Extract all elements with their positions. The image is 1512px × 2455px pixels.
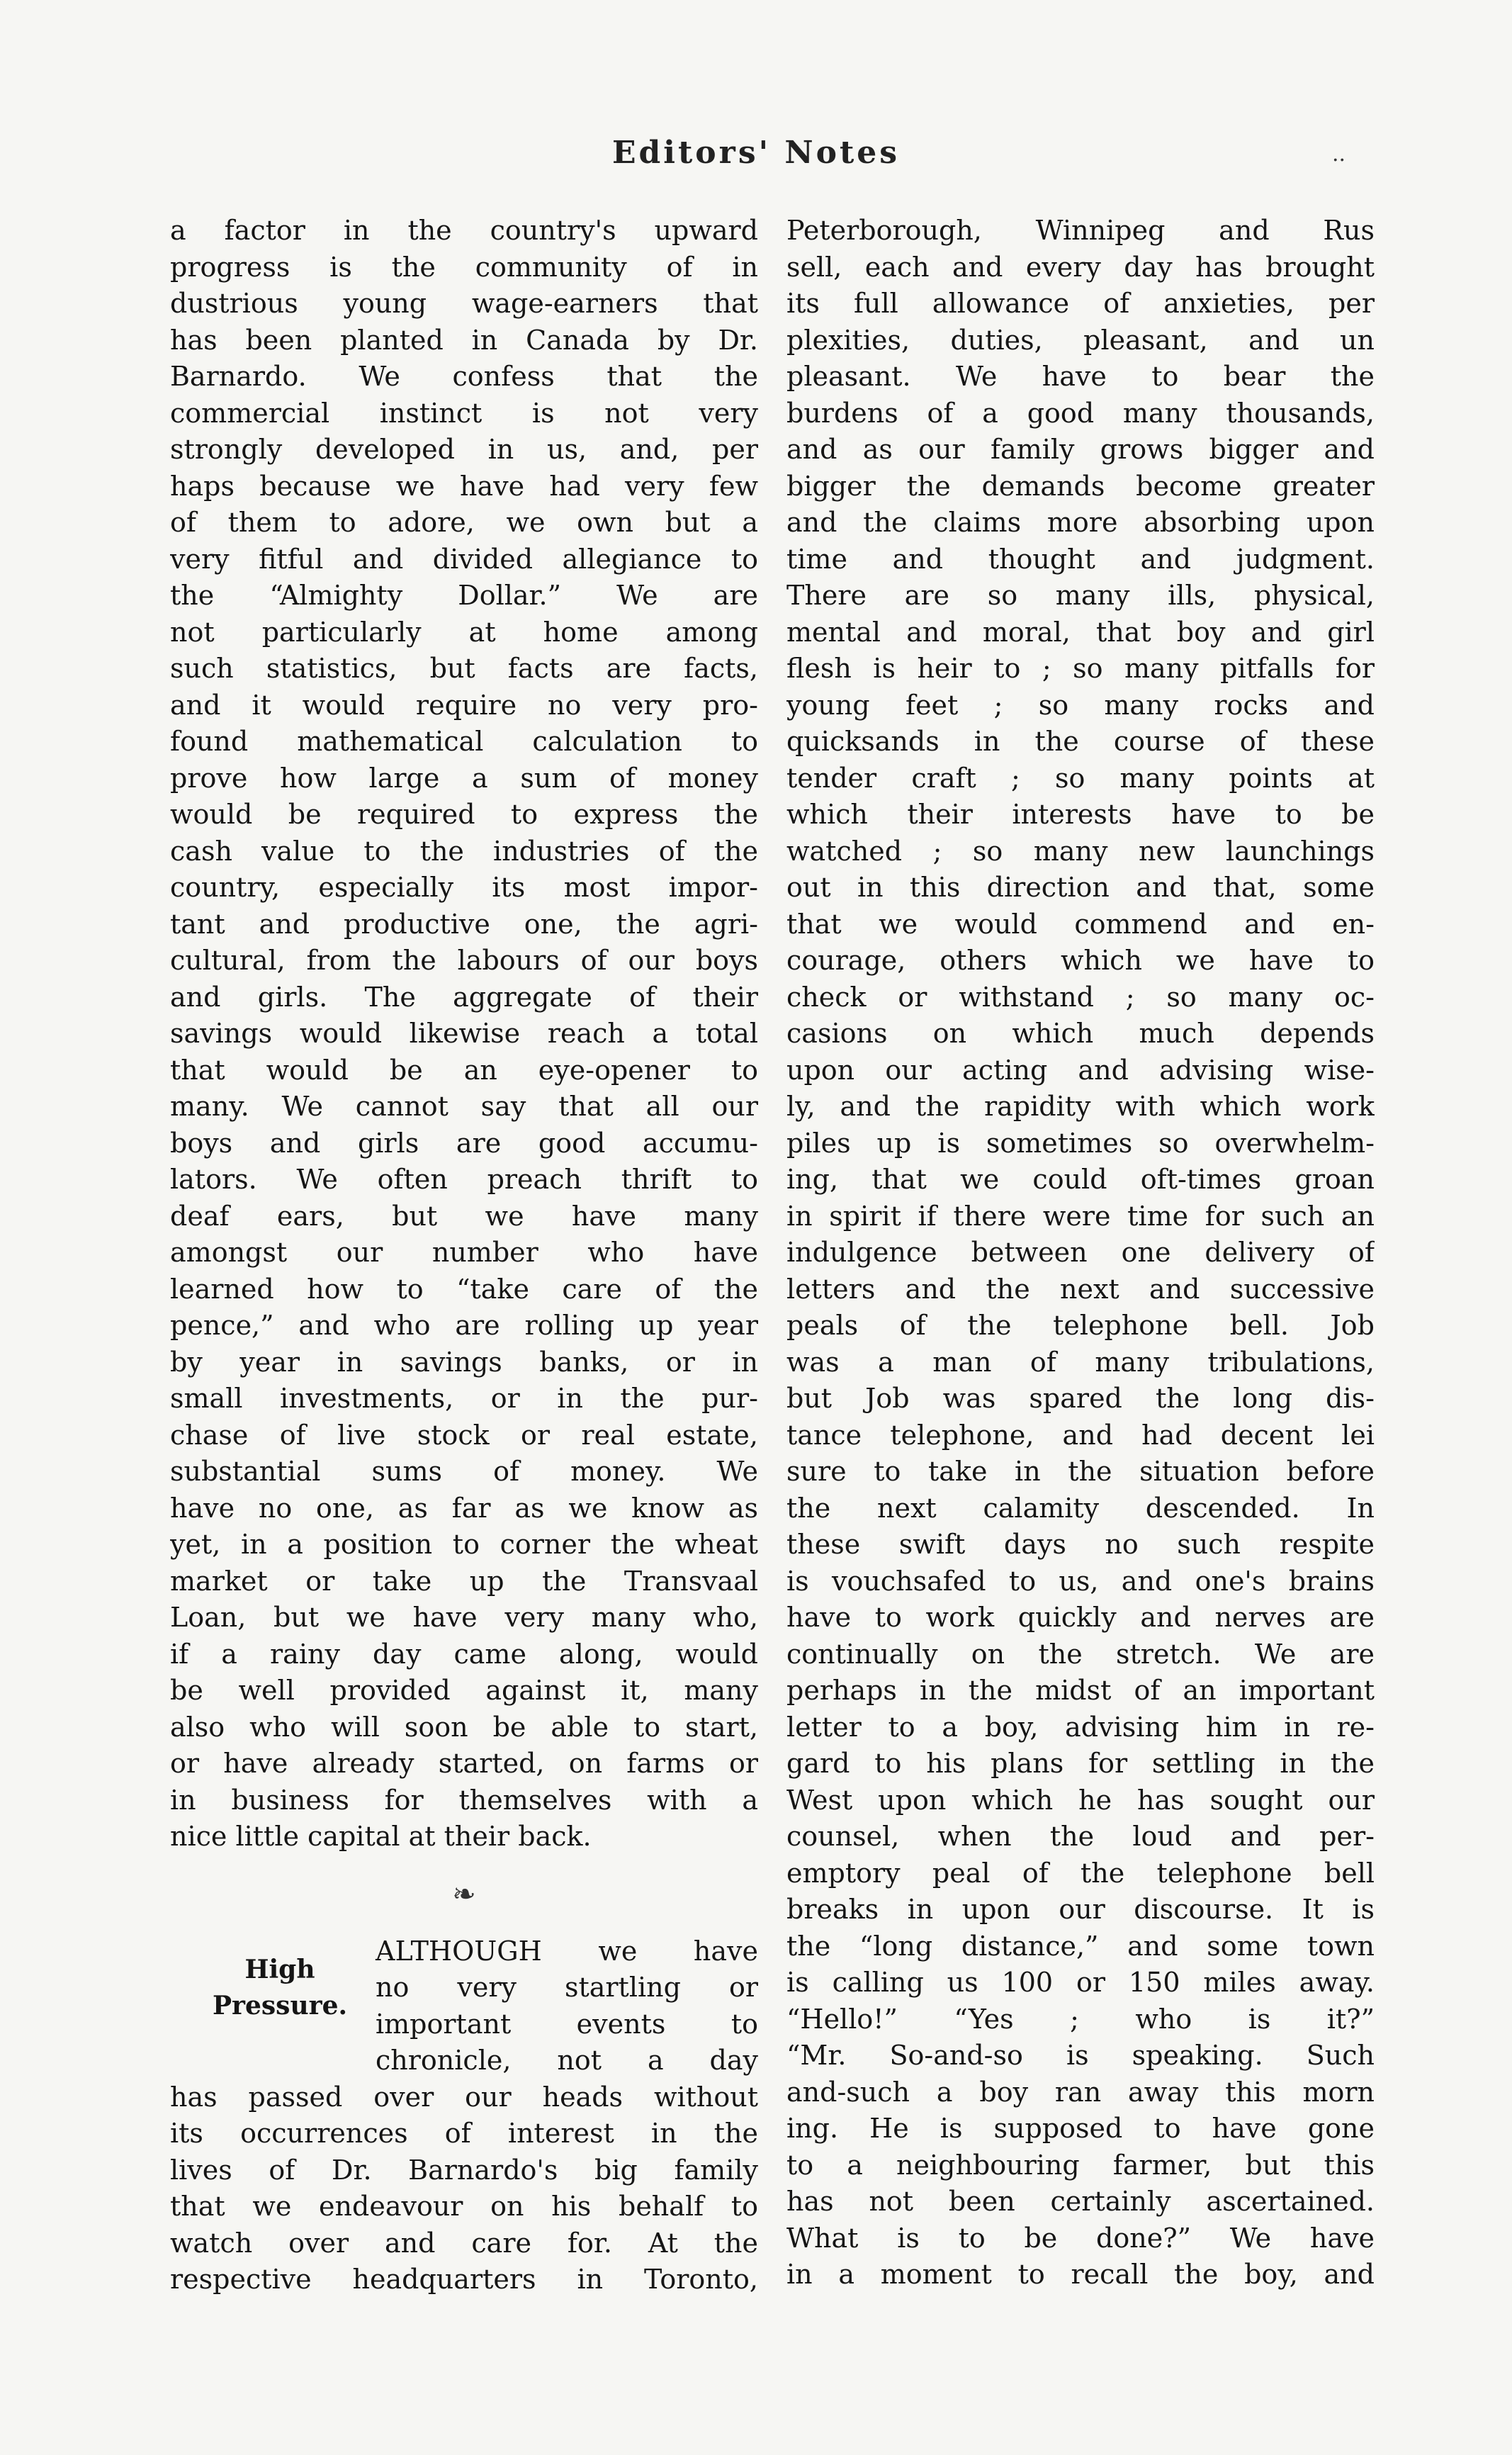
text-line: country, especially its most impor-	[170, 872, 758, 903]
text-line: which their interests have to be	[786, 799, 1375, 830]
text-line: by year in savings banks, or in	[170, 1346, 758, 1378]
text-line: breaks in upon our discourse. It is	[786, 1894, 1375, 1925]
text-line: have to work quickly and nerves are	[786, 1602, 1375, 1633]
text-line: have no one, as far as we know as	[170, 1492, 758, 1524]
text-line: peals of the telephone bell. Job	[786, 1310, 1375, 1341]
text-line: piles up is sometimes so overwhelm-	[786, 1127, 1375, 1159]
text-line: ing. He is supposed to have gone	[786, 2113, 1375, 2144]
text-line: Peterborough, Winnipeg and Rus	[786, 215, 1375, 246]
side-heading	[198, 1952, 361, 2025]
text-line: gard to his plans for settling in the	[786, 1748, 1375, 1779]
text-line: many. We cannot say that all our	[170, 1091, 758, 1122]
text-line: ALTHOUGH we have	[376, 1935, 758, 1967]
text-line: prove how large a sum of money	[170, 762, 758, 794]
text-line: the “long distance,” and some town	[786, 1930, 1375, 1962]
text-line: commercial instinct is not very	[170, 397, 758, 429]
text-line: continually on the stretch. We are	[786, 1638, 1375, 1670]
text-line: chronicle, not a day	[376, 2045, 758, 2076]
text-line: out in this direction and that, some	[786, 872, 1375, 903]
text-line: and the claims more absorbing upon	[786, 507, 1375, 538]
text-line: the “Almighty Dollar.” We are	[170, 580, 758, 611]
text-line: such statistics, but facts are facts,	[170, 653, 758, 684]
text-line: indulgence between one delivery of	[786, 1237, 1375, 1268]
text-line: sure to take in the situation before	[786, 1456, 1375, 1487]
text-line: watched ; so many new launchings	[786, 835, 1375, 867]
text-line: important events to	[376, 2008, 758, 2040]
text-line: burdens of a good many thousands,	[786, 397, 1375, 429]
ornament-icon: ❧	[452, 1877, 476, 1911]
text-line: bigger the demands become greater	[786, 470, 1375, 502]
text-line: quicksands in the course of these	[786, 726, 1375, 757]
text-line: casions on which much depends	[786, 1018, 1375, 1049]
text-line: tender craft ; so many points at	[786, 762, 1375, 794]
text-line: that we would commend and en-	[786, 908, 1375, 940]
text-line: also who will soon be able to start,	[170, 1711, 758, 1743]
text-line: if a rainy day came along, would	[170, 1638, 758, 1670]
text-line: yet, in a position to corner the wheat	[170, 1529, 758, 1560]
text-line: but Job was spared the long dis-	[786, 1383, 1375, 1414]
text-line: letter to a boy, advising him in re-	[786, 1711, 1375, 1743]
text-line: learned how to “take care of the	[170, 1273, 758, 1305]
text-line: What is to be done?” We have	[786, 2222, 1375, 2254]
text-line: its occurrences of interest in the	[170, 2118, 758, 2149]
text-line: emptory peal of the telephone bell	[786, 1857, 1375, 1889]
text-line: that would be an eye-opener to	[170, 1054, 758, 1086]
text-line: its full allowance of anxieties, per	[786, 288, 1375, 319]
text-line: found mathematical calculation to	[170, 726, 758, 757]
text-line: courage, others which we have to	[786, 945, 1375, 976]
text-line: very fitful and divided allegiance to	[170, 543, 758, 575]
text-line: these swift days no such respite	[786, 1529, 1375, 1560]
text-line: flesh is heir to ; so many pitfalls for	[786, 653, 1375, 684]
text-line: There are so many ills, physical,	[786, 580, 1375, 611]
text-line: in business for themselves with a	[170, 1784, 758, 1816]
text-line: upon our acting and advising wise-	[786, 1054, 1375, 1086]
text-line: pence,” and who are rolling up year	[170, 1310, 758, 1341]
text-line: or have already started, on farms or	[170, 1748, 758, 1779]
text-line: would be required to express the	[170, 799, 758, 830]
text-line: deaf ears, but we have many	[170, 1200, 758, 1232]
text-line: perhaps in the midst of an important	[786, 1675, 1375, 1706]
text-line: lators. We often preach thrift to	[170, 1164, 758, 1195]
text-line: strongly developed in us, and, per	[170, 434, 758, 465]
text-line: and-such a boy ran away this morn	[786, 2076, 1375, 2108]
text-line: is vouchsafed to us, and one's brains	[786, 1565, 1375, 1597]
text-line: has been planted in Canada by Dr.	[170, 324, 758, 356]
text-line: small investments, or in the pur-	[170, 1383, 758, 1414]
text-line: cultural, from the labours of our boys	[170, 945, 758, 976]
text-line: substantial sums of money. We	[170, 1456, 758, 1487]
side-heading-line-1: High	[244, 1954, 315, 1984]
text-line: the next calamity descended. In	[786, 1492, 1375, 1524]
text-line: is calling us 100 or 150 miles away.	[786, 1967, 1375, 1998]
text-line: no very startling or	[376, 1972, 758, 2003]
text-line: haps because we have had very few	[170, 470, 758, 502]
text-line: Loan, but we have very many who,	[170, 1602, 758, 1633]
text-line: nice little capital at their back.	[170, 1821, 592, 1852]
text-line: ing, that we could oft-times groan	[786, 1164, 1375, 1195]
text-line: “Hello!” “Yes ; who is it?”	[786, 2003, 1375, 2035]
text-line: has not been certainly ascertained.	[786, 2186, 1375, 2217]
left-paragraph-1	[170, 213, 758, 1855]
text-line: young feet ; so many rocks and	[786, 689, 1375, 721]
text-line: cash value to the industries of the	[170, 835, 758, 867]
text-line: has passed over our heads without	[170, 2081, 758, 2113]
text-line: respective headquarters in Toronto,	[170, 2264, 758, 2295]
text-line: dustrious young wage-earners that	[170, 288, 758, 319]
text-line: watch over and care for. At the	[170, 2227, 758, 2259]
text-line: progress is the community of in	[170, 251, 758, 283]
text-line: savings would likewise reach a total	[170, 1018, 758, 1049]
text-line: tant and productive one, the agri-	[170, 908, 758, 940]
side-heading-line-2: Pressure.	[212, 1991, 348, 2021]
text-line: pleasant. We have to bear the	[786, 361, 1375, 392]
text-line: and it would require no very pro-	[170, 689, 758, 721]
text-line: lives of Dr. Barnardo's big family	[170, 2154, 758, 2186]
text-line: tance telephone, and had decent lei	[786, 1419, 1375, 1451]
text-line: not particularly at home among	[170, 616, 758, 648]
text-line: chase of live stock or real estate,	[170, 1419, 758, 1451]
text-line: counsel, when the loud and per-	[786, 1821, 1375, 1852]
page-mark: ..	[1332, 142, 1346, 167]
text-line: in spirit if there were time for such an	[786, 1200, 1375, 1232]
right-column	[786, 213, 1375, 2293]
text-line: that we endeavour on his behalf to	[170, 2191, 758, 2222]
text-line: “Mr. So-and-so is speaking. Such	[786, 2040, 1375, 2071]
text-line: boys and girls are good accumu-	[170, 1127, 758, 1159]
text-line: time and thought and judgment.	[786, 543, 1375, 575]
text-line: Barnardo. We confess that the	[170, 361, 758, 392]
text-line: ly, and the rapidity with which work	[786, 1091, 1375, 1122]
text-line: amongst our number who have	[170, 1237, 758, 1268]
text-line: to a neighbouring farmer, but this	[786, 2149, 1375, 2181]
text-line: be well provided against it, many	[170, 1675, 758, 1706]
text-line: and as our family grows bigger and	[786, 434, 1375, 465]
text-line: West upon which he has sought our	[786, 1784, 1375, 1816]
text-line: was a man of many tribulations,	[786, 1346, 1375, 1378]
text-line: in a moment to recall the boy, and	[786, 2259, 1375, 2290]
text-line: letters and the next and successive	[786, 1273, 1375, 1305]
text-line: market or take up the Transvaal	[170, 1565, 758, 1597]
running-head: Editors' Notes	[611, 135, 901, 171]
text-line: plexities, duties, pleasant, and un	[786, 324, 1375, 356]
text-line: check or withstand ; so many oc-	[786, 981, 1375, 1013]
text-line: mental and moral, that boy and girl	[786, 616, 1375, 648]
text-line: a factor in the country's upward	[170, 215, 758, 246]
left-paragraph-2-continued	[170, 2079, 758, 2298]
text-line: and girls. The aggregate of their	[170, 981, 758, 1013]
text-line: sell, each and every day has brought	[786, 251, 1375, 283]
text-line: of them to adore, we own but a	[170, 507, 758, 538]
